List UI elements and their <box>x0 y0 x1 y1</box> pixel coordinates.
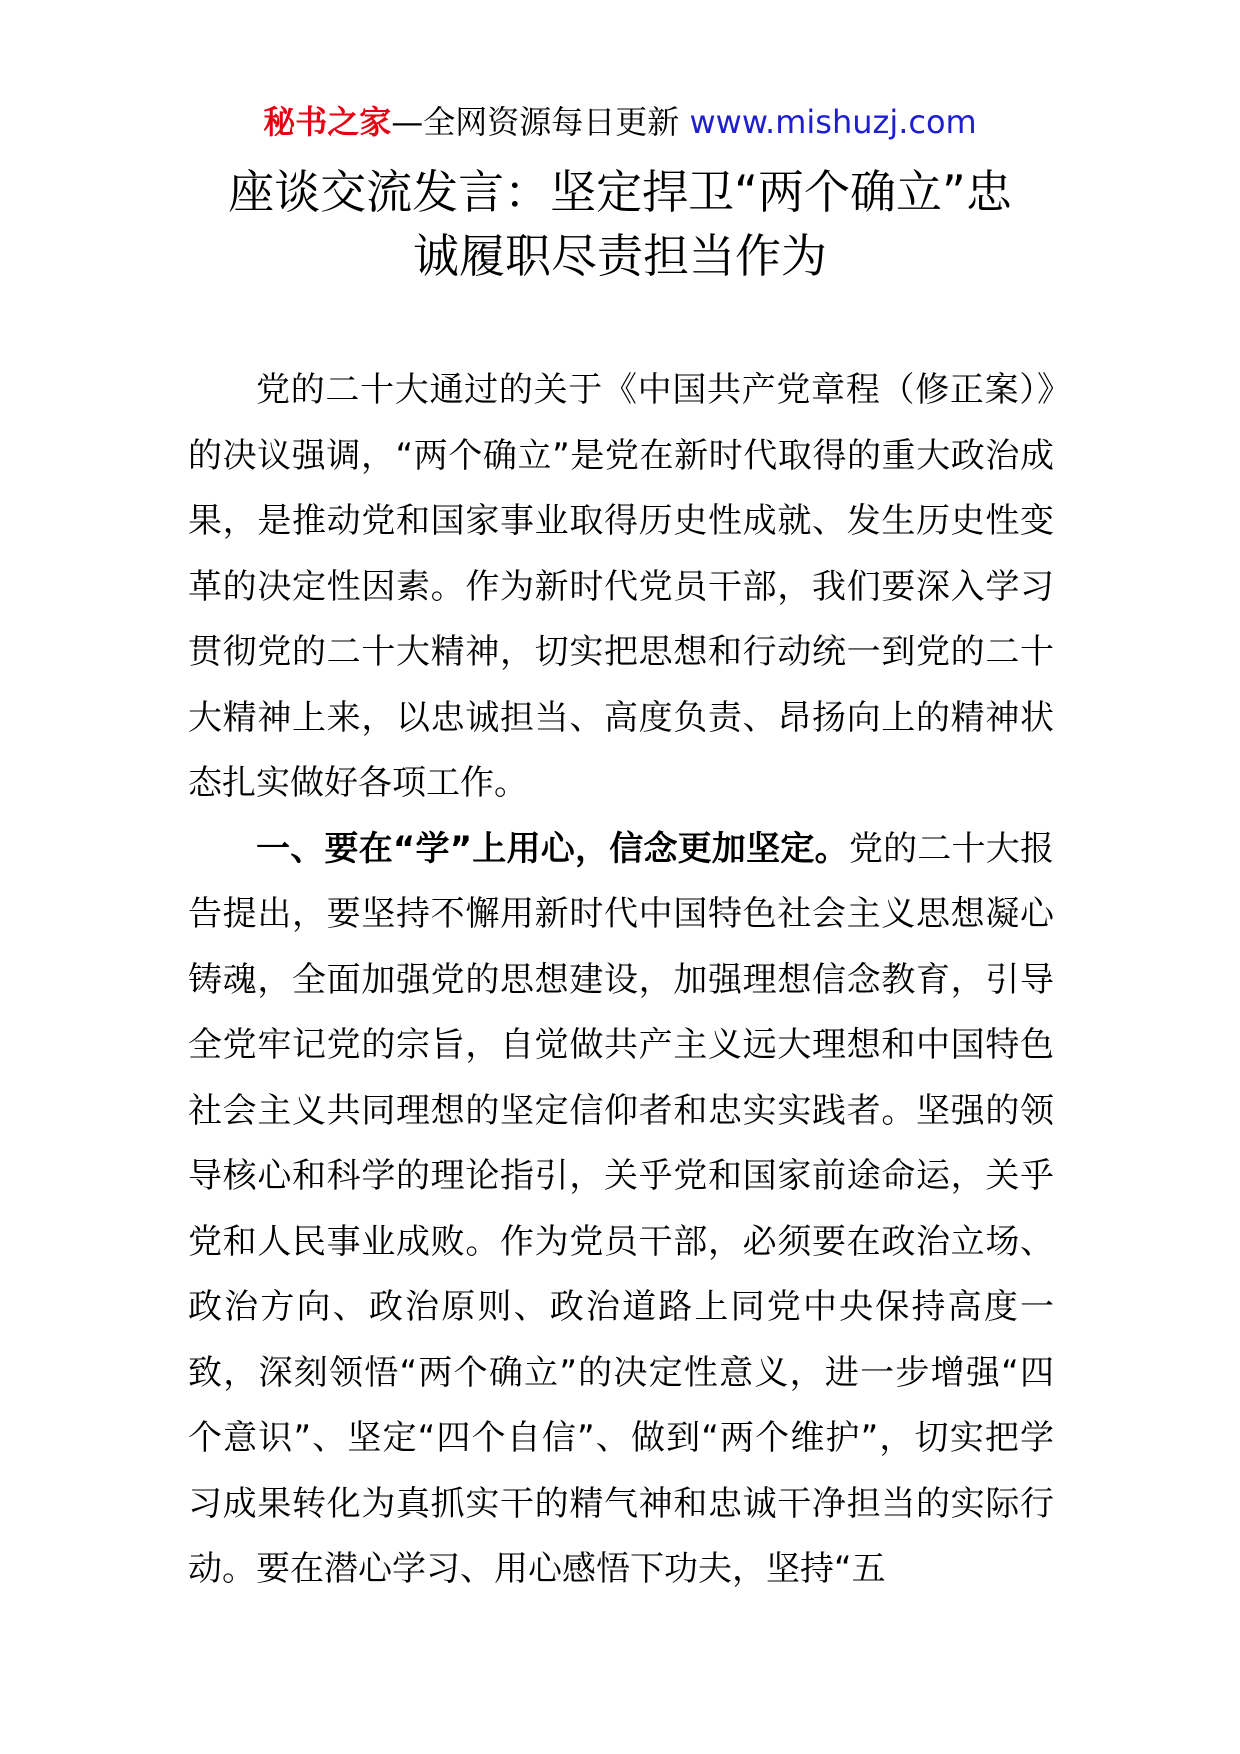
site-tagline: —全网资源每日更新 <box>391 103 690 141</box>
paragraph-intro: 党的二十大通过的关于《中国共产党章程（修正案）》的决议强调，“两个确立”是党在新时代取得的重大政治成果，是推动党和国家事业取得历史性成就、发生历史性变革的决定性因素。作为新时代党员干部，我们要深入学习贯彻党的二十大精神，切实把思想和行动统一到党的二十大精神上来，以忠诚担当、高度负责、昂扬向上的精神状态扎实做好各项工作。 <box>188 370 1054 803</box>
site-url-link[interactable]: www.mishuzj.com <box>689 103 977 141</box>
title-line-1: 座谈交流发言：坚定捍卫“两个确立”忠 <box>228 165 1012 219</box>
document-body <box>188 358 1054 1603</box>
title-line-2: 诚履职尽责担当作为 <box>413 229 827 283</box>
document-title <box>150 160 1090 288</box>
section-1-heading: 一、要在“学”上用心，信念更加坚定。 <box>256 828 849 869</box>
site-brand: 秘书之家 <box>263 103 392 141</box>
site-header <box>0 102 1240 142</box>
section-1-text: 党的二十大报告提出，要坚持不懈用新时代中国特色社会主义思想凝心铸魂，全面加强党的思想建设，加强理想信念教育，引导全党牢记党的宗旨，自觉做共产主义远大理想和中国特色社会主义共同理想的坚定信仰者和忠实实践者。坚强的领导核心和科学的理论指引，关乎党和国家前途命运，关乎党和人民事业成败。作为党员干部，必须要在政治立场、政治方向、政治原则、政治道路上同党中央保持高度一致，深刻领悟“两个确立”的决定性意义，进一步增强“四个意识”、坚定“四个自信”、做到“两个维护”，切实把学习成果转化为真抓实干的精气神和忠诚干净担当的实际行动。要在潜心学习、用心感悟下功夫，坚持“五 <box>188 828 1054 1589</box>
paragraph-section-1 <box>188 817 1054 1603</box>
